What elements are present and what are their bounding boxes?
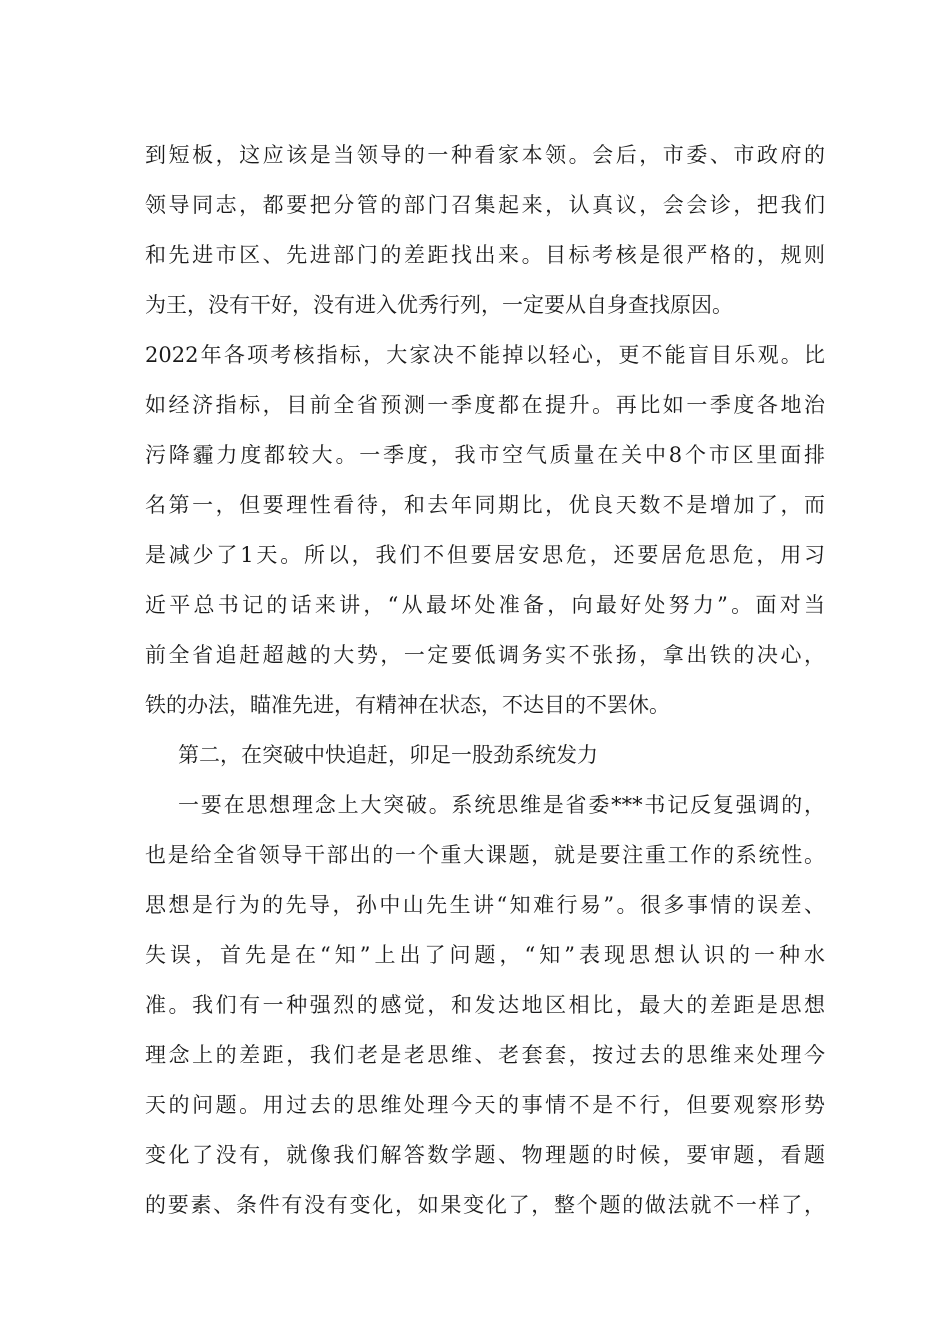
text-line: 失误，首先是在“知”上出了问题，“知”表现思想认识的一种水 xyxy=(145,943,825,967)
text-line: 2022年各项考核指标，大家决不能掉以轻心，更不能盲目乐观。比 xyxy=(145,343,825,367)
text-line: 如经济指标，目前全省预测一季度都在提升。再比如一季度各地治 xyxy=(145,393,825,417)
text-line: 近平总书记的话来讲，“从最坏处准备，向最好处努力”。面对当 xyxy=(145,593,825,617)
document-body xyxy=(145,130,825,1230)
text-line: 铁的办法，瞄准先进，有精神在状态，不达目的不罢休。 xyxy=(145,693,670,717)
text-line: 的要素、条件有没有变化，如果变化了，整个题的做法就不一样了， xyxy=(145,1193,825,1217)
text-line: 名第一，但要理性看待，和去年同期比，优良天数不是增加了，而 xyxy=(145,493,825,517)
text-line: 污降霾力度都较大。一季度，我市空气质量在关中8个市区里面排 xyxy=(145,443,825,467)
text-line: 和先进市区、先进部门的差距找出来。目标考核是很严格的，规则 xyxy=(145,243,825,267)
text-line: 到短板，这应该是当领导的一种看家本领。会后，市委、市政府的 xyxy=(145,143,825,167)
text-line: 一要在思想理念上大突破。系统思维是省委***书记反复强调的， xyxy=(178,793,825,817)
text-line: 领导同志，都要把分管的部门召集起来，认真议，会会诊，把我们 xyxy=(145,193,825,217)
text-line: 思想是行为的先导，孙中山先生讲“知难行易”。很多事情的误差、 xyxy=(145,893,825,917)
section-heading: 第二，在突破中快追赶，卯足一股劲系统发力 xyxy=(178,743,598,767)
text-line: 准。我们有一种强烈的感觉，和发达地区相比，最大的差距是思想 xyxy=(145,993,825,1017)
text-line: 天的问题。用过去的思维处理今天的事情不是不行，但要观察形势 xyxy=(145,1093,825,1117)
text-line: 变化了没有，就像我们解答数学题、物理题的时候，要审题，看题 xyxy=(145,1143,825,1167)
text-line: 也是给全省领导干部出的一个重大课题，就是要注重工作的系统性。 xyxy=(145,843,825,867)
text-line: 为王，没有干好，没有进入优秀行列，一定要从自身查找原因。 xyxy=(145,293,733,317)
text-line: 是减少了1天。所以，我们不但要居安思危，还要居危思危，用习 xyxy=(145,543,825,567)
text-line: 理念上的差距，我们老是老思维、老套套，按过去的思维来处理今 xyxy=(145,1043,825,1067)
text-line: 前全省追赶超越的大势，一定要低调务实不张扬，拿出铁的决心， xyxy=(145,643,825,667)
